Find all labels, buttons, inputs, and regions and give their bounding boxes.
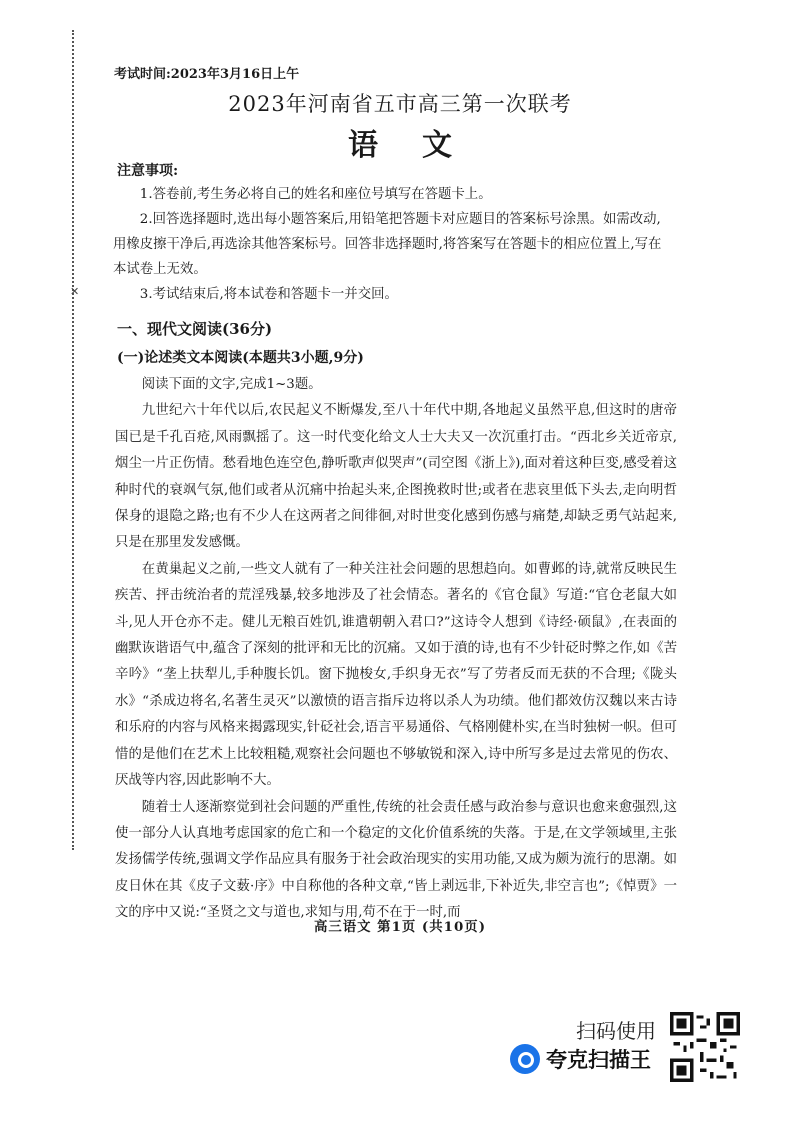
binding-mark: ✕	[70, 285, 80, 298]
notice-list	[113, 182, 673, 307]
section-heading: 一、现代文阅读(36分)	[117, 320, 273, 338]
subject-title: 语文	[348, 128, 496, 163]
exam-title: 2023年河南省五市高三第一次联考	[228, 92, 572, 116]
quark-logo-icon	[510, 1044, 540, 1074]
page-footer: 高三语文 第1页 (共10页)	[313, 919, 487, 935]
notice-item: 2.回答选择题时,选出每小题答案后,用铅笔把答题卡对应题目的答案标号涂黑。如需改动,用橡皮擦干净后,再选涂其他答案标号。回答非选择题时,将答案写在答题卡的相应位置上,写在本试卷上无效。	[113, 212, 662, 277]
passage-paragraph: 在黄巢起义之前,一些文人就有了一种关注社会问题的思想趋向。如曹邺的诗,就常反映民生疾苦、抨击统治者的荒淫残暴,较多地涉及了社会情态。著名的《官仓鼠》写道:“官仓老鼠大如斗,见人开仓亦不走。健儿无粮百姓饥,谁遣朝朝入君口?”这诗令人想到《诗经·硕鼠》,在表面的幽默诙谐语气中,蕴含了深刻的批评和无比的沉痛。又如于濆的诗,也有不少针砭时弊之作,如《苦辛吟》“垄上扶犁儿,手种腹长饥。窗下抛梭女,手织身无衣”写了劳者反而无获的不合理;《陇头水》“杀成边将名,名著生灵灭”以激愤的语言指斥边将以杀人为功绩。他们都效仿汉魏以来古诗和乐府的内容与风格来揭露现实,针砭社会,语言平易通俗、气格刚健朴实,在当时独树一帜。但可惜的是他们在艺术上比较粗糙,观察社会问题也不够敏锐和深入,诗中所写多是过去常见的伤农、厌战等内容,因此影响不大。	[115, 561, 677, 789]
reading-passage	[115, 372, 677, 927]
scanner-brand	[510, 1044, 651, 1074]
notice-item: 1.答卷前,考生务必将自己的姓名和座位号填写在答题卡上。	[139, 187, 492, 202]
passage-paragraph: 九世纪六十年代以后,农民起义不断爆发,至八十年代中期,各地起义虽然平息,但这时的唐帝国已是千孔百疮,风雨飘摇了。这一时代变化给文人士大夫又一次沉重打击。“西北乡关近帝京,烟尘一片正伤情。愁看地色连空色,静听歌声似哭声”(司空图《浙上》),面对着这种巨变,感受着这种时代的衰飒气氛,他们或者从沉痛中抬起头来,企图挽救时世;或者在悲哀里低下头去,走向明哲保身的退隐之路;也有不少人在这两者之间徘徊,对时世变化感到伤感与痛楚,却缺乏勇气站起来,只是在那里发发感慨。	[115, 403, 677, 551]
passage-paragraph: 随着士人逐渐察觉到社会问题的严重性,传统的社会责任感与政治参与意识也愈来愈强烈,这使一部分人认真地考虑国家的危亡和一个稳定的文化价值系统的失落。于是,在文学领域里,主张发扬儒学传统,强调文学作品应具有服务于社会政治现实的实用功能,又成为颇为流行的思潮。如皮日休在其《皮子文薮·序》中自称他的各种文章,“皆上剥远非,下补近失,非空言也”;《悼贾》一文的序中又说:“圣贤之文与道也,求知与用,苟不在于一时,而	[115, 799, 677, 921]
qr-code-icon[interactable]	[670, 1012, 740, 1082]
subsection-heading: (一)论述类文本阅读(本题共3小题,9分)	[117, 350, 364, 366]
notice-title: 注意事项:	[117, 163, 179, 179]
brand-name: 夸克扫描王	[546, 1048, 651, 1072]
exam-time: 考试时间:2023年3月16日上午	[114, 67, 300, 82]
instruction-paragraph: 阅读下面的文字,完成1~3题。	[141, 377, 322, 392]
notice-item: 3.考试结束后,将本试卷和答题卡一并交回。	[139, 287, 398, 302]
scan-label: 扫码使用	[576, 1019, 656, 1043]
